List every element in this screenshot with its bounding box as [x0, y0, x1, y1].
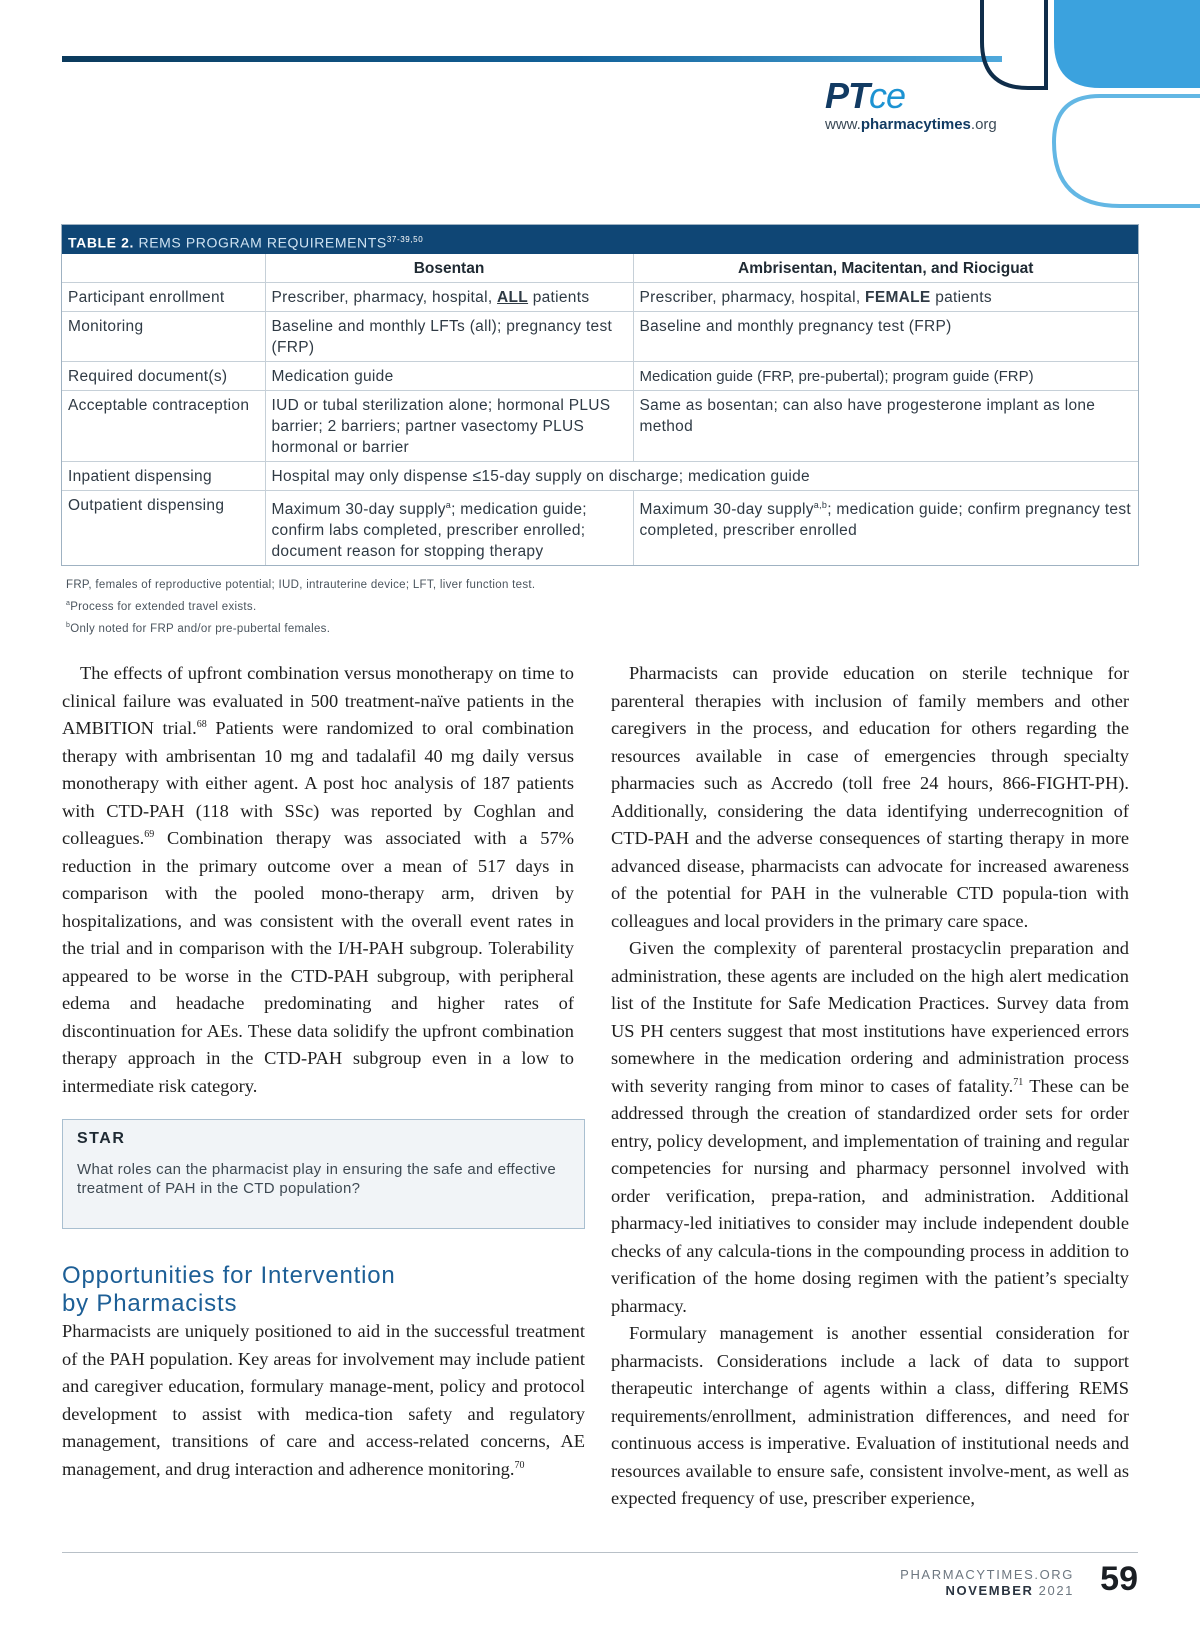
table-title: TABLE 2. REMS PROGRAM REQUIREMENTS$^{37-39,50}$	[62, 225, 1138, 254]
table-cell: Baseline and monthly pregnancy test (FRP)	[633, 312, 1138, 362]
star-question: What roles can the pharmacist play in ensuring the safe and effective treatment of PAH in the CTD population?	[77, 1161, 557, 1197]
row-label: Acceptable contraception	[62, 391, 265, 462]
deco-dark-ring	[982, 0, 1046, 88]
row-label: Outpatient dispensing	[62, 491, 265, 566]
table-cell: Prescriber, pharmacy, hospital, FEMALE patients	[633, 283, 1138, 312]
footer-site: PHARMACYTIMES.ORG	[900, 1567, 1074, 1582]
table-footnote-b: $^b$Only noted for FRP and/or pre-pubertal females.	[66, 622, 331, 635]
rems-grid	[62, 254, 1138, 565]
table-row	[62, 312, 1138, 362]
row-label: Required document(s)	[62, 362, 265, 391]
star-callout	[62, 1119, 585, 1229]
rems-table	[61, 224, 1139, 566]
table-row	[62, 391, 1138, 462]
table-row	[62, 362, 1138, 391]
section-heading: Opportunities for Intervention by Pharmacists	[62, 1262, 396, 1317]
column-header: Ambrisentan, Macitentan, and Riociguat	[633, 254, 1138, 283]
table-footnote-abbrev: FRP, females of reproductive potential; IUD, intrauterine device; LFT, liver function test.	[66, 579, 536, 591]
table-cell: IUD or tubal sterilization alone; hormonal PLUS barrier; 2 barriers; partner vasectomy PLUS hormonal or barrier	[265, 391, 633, 462]
table-row	[62, 491, 1138, 566]
column-header	[62, 254, 265, 283]
table-row	[62, 462, 1138, 491]
table-row	[62, 283, 1138, 312]
paragraph: Pharmacists can provide education on sterile technique for parenteral therapies with inclusion of family members and other caregivers in the process, and education for others regarding the resources available in case of emergencies through specialty pharmacies such as Accredo (toll free 24 hours, 866-FIGHT-PH). Additionally, considering the data identifying underrecognition of CTD-PAH and the adverse consequences of starting therapy in more advanced disease, pharmacists can advocate for increased awareness of the potential for PAH in the vulnerable CTD popula-tion with colleagues and local providers in the primary care space.	[611, 663, 1129, 931]
table-footnote-a: $^a$Process for extended travel exists.	[66, 600, 257, 613]
deco-blue-blob	[1054, 0, 1200, 88]
column-header: Bosentan	[265, 254, 633, 283]
table-cell: Medication guide	[265, 362, 633, 391]
footer-info	[900, 1567, 1074, 1599]
ptce-logo	[825, 76, 1035, 133]
table-cell: Same as bosentan; can also have progesterone implant as lone method	[633, 391, 1138, 462]
table-header-row	[62, 254, 1138, 283]
paragraph: The effects of upfront combination versus monotherapy on time to clinical failure was evaluated in 500 treatment-naïve patients in the AMBITION trial.$^{68}$ Patients were randomized to oral combination therapy with ambrisentan 10 mg and tadalafil 40 mg daily versus monotherapy with either agent. A post hoc analysis of 187 patients with CTD-PAH (118 with SSc) was reported by Coghlan and colleagues.$^{69}$ Combination therapy was associated with a 57% reduction in the primary outcome over a mean of 517 days in comparison with the pooled mono-therapy arm, driven by hospitalizations, and was consistent with the overall event rates in the trial and in comparison with the I/H-PAH subgroup. Tolerability appeared to be worse in the CTD-PAH subgroup, with peripheral edema and headache predominating and higher rates of discontinuation for AEs. These data solidify the upfront combination therapy approach in the CTD-PAH subgroup even in a low to intermediate risk category.	[62, 663, 574, 1096]
left-column	[62, 660, 574, 1100]
row-label: Participant enrollment	[62, 283, 265, 312]
logo-mark: PTce	[825, 75, 906, 116]
table-cell: Medication guide (FRP, pre-pubertal); program guide (FRP)	[633, 362, 1138, 391]
table-cell: Prescriber, pharmacy, hospital, ALL patients	[265, 283, 633, 312]
table-cell: Maximum 30-day supply$^a$; medication guide; confirm labs completed, prescriber enrolled; document reason for stopping therapy	[265, 491, 633, 566]
header-rule	[62, 56, 1002, 62]
site-url[interactable]: www.pharmacytimes.org	[825, 116, 997, 133]
paragraph: Given the complexity of parenteral prostacyclin preparation and administration, these agents are included on the high alert medication list of the Institute for Safe Medication Practices. Survey data from US PH centers suggest that most institutions have experienced errors somewhere in the medication ordering and administration process with severity ranging from minor to cases of fatality.$^{71}$ These can be addressed through the creation of standardized order sets for order entry, policy development, and implementation of training and regular competencies for nursing and pharmacy personnel involved with order verification, prepa-ration, and administration. Additional pharmacy-led initiatives to consider may include independent double checks of any calcula-tions in the compounding process in addition to verification of the home dosing regimen with the patient’s specialty pharmacy.	[611, 938, 1129, 1316]
row-label: Inpatient dispensing	[62, 462, 265, 491]
table-cell: Baseline and monthly LFTs (all); pregnancy test (FRP)	[265, 312, 633, 362]
footer-rule	[62, 1552, 1138, 1553]
page-number: 59	[1100, 1560, 1138, 1598]
deco-light-ring	[1054, 96, 1200, 206]
footer-issue: NOVEMBER 2021	[945, 1583, 1074, 1598]
right-column	[611, 660, 1129, 1513]
section-body: Pharmacists are uniquely positioned to aid in the successful treatment of the PAH population. Key areas for involvement may include patient and caregiver education, formulary manage-ment, policy and protocol development to assist with medica-tion safety and regulatory management, transitions of care and access-related concerns, AE management, and drug interaction and adherence monitoring.$^{70}$	[62, 1321, 585, 1479]
row-label: Monitoring	[62, 312, 265, 362]
table-cell: Hospital may only dispense ≤15-day supply on discharge; medication guide	[265, 462, 1138, 491]
paragraph: Formulary management is another essential consideration for pharmacists. Considerations include a lack of data to support therapeutic interchange of agents within a class, differing REMS requirements/enrollment, administration differences, and need for continuous access is imperative. Evaluation of institutional needs and resources available to ensure safe, consistent involve-ment, as well as expected frequency of use, prescriber experience,	[611, 1323, 1129, 1508]
star-heading: STAR	[77, 1130, 126, 1147]
table-cell: Maximum 30-day supply$^{a,b}$; medication guide; confirm pregnancy test completed, prescriber enrolled	[633, 491, 1138, 566]
